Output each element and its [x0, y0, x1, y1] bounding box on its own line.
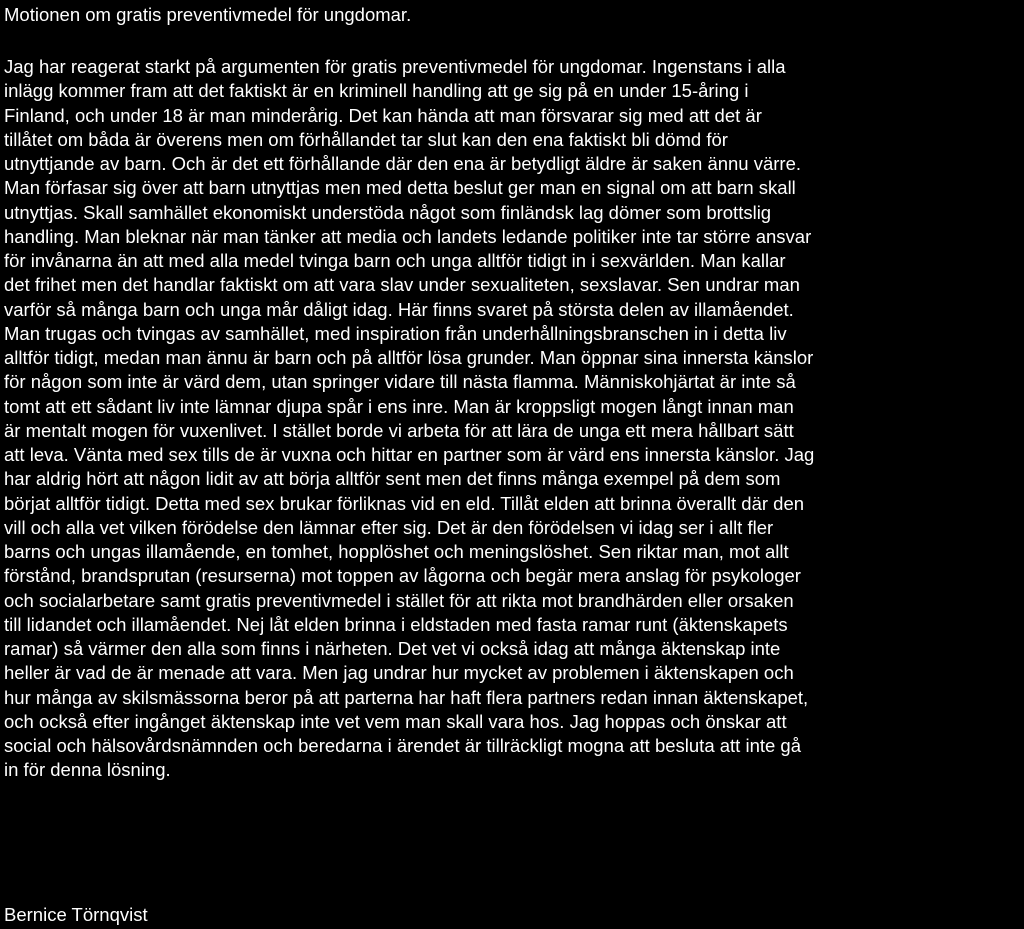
body-line: Man trugas och tvingas av samhället, med inspiration från underhållningsbranschen in i detta liv [4, 322, 787, 344]
document-body [4, 55, 1014, 783]
body-line: tomt att ett sådant liv inte lämnar djupa spår i ens inre. Man är kroppsligt mogen långt innan man [4, 395, 794, 417]
body-line: Man förfasar sig över att barn utnyttjas men med detta beslut ger man en signal om att barn skall [4, 177, 796, 199]
document-page [4, 3, 1014, 783]
body-line: vill och alla vet vilken förödelse den lämnar efter sig. Det är den förödelsen vi idag ser i allt fler [4, 516, 774, 538]
body-line: Finland, och under 18 är man minderårig. Det kan hända att man försvarar sig med att det är [4, 104, 762, 126]
body-line: är mentalt mogen för vuxenlivet. I stället borde vi arbeta för att lära de unga ett mera hållbart sätt [4, 419, 794, 441]
body-line: alltför tidigt, medan man ännu är barn och på alltför lösa grunder. Man öppnar sina innersta känslor [4, 347, 814, 368]
body-line: utnyttjande av barn. Och är det ett förhållande där den ena är betydligt äldre är saken ännu värre. [4, 153, 802, 174]
signature: Bernice Törnqvist [4, 904, 148, 925]
body-line: Jag har reagerat starkt på argumenten för gratis preventivmedel för ungdomar. Ingenstans i alla [4, 56, 786, 77]
body-line: och också efter ingånget äktenskap inte vet vem man skall vara hos. Jag hoppas och önskar att [4, 710, 787, 732]
body-line: det frihet men det handlar faktiskt om att vara slav under sexualiteten, sexslavar. Sen undrar man [4, 274, 800, 296]
body-line: för invånarna än att med alla medel tvinga barn och unga alltför tidigt in i sexvärlden. Man kallar [4, 250, 786, 271]
body-line: och socialarbetare samt gratis preventivmedel i stället för att rikta mot brandhärden eller orsaken [4, 589, 794, 611]
document-title: Motionen om gratis preventivmedel för ungdomar. [4, 4, 412, 25]
body-line: barns och ungas illamående, en tomhet, hopplöshet och meningslöshet. Sen riktar man, mot allt [4, 541, 789, 562]
body-line: utnyttjas. Skall samhället ekonomiskt understöda något som finländsk lag dömer som brottslig [4, 201, 772, 223]
body-line: inlägg kommer fram att det faktiskt är en kriminell handling att ge sig på en under 15-åring i [4, 80, 749, 102]
body-line: hur många av skilsmässorna beror på att parterna har haft flera partners redan innan äktenskapet, [4, 686, 809, 708]
body-line: förstånd, brandsprutan (resurserna) mot toppen av lågorna och begär mera anslag för psykologer [4, 565, 801, 587]
body-line: social och hälsovårdsnämnden och beredarna i ärendet är tillräckligt mogna att besluta att inte gå [4, 735, 801, 756]
body-line: varför så många barn och unga mår dåligt idag. Här finns svaret på största delen av illamåendet. [4, 298, 794, 320]
body-line: handling. Man bleknar när man tänker att media och landets ledande politiker inte tar större ansvar [4, 225, 812, 247]
body-line: heller är vad de är menade att vara. Men jag undrar hur mycket av problemen i äktenskapen och [4, 662, 794, 684]
body-line: till lidandet och illamåendet. Nej låt elden brinna i eldstaden med fasta ramar runt (äktenskapets [4, 613, 788, 635]
body-line: in för denna lösning. [4, 759, 171, 781]
body-line: att leva. Vänta med sex tills de är vuxna och hittar en partner som är värd ens innersta känslor. Jag [4, 444, 815, 465]
body-line: börjat alltför tidigt. Detta med sex brukar förliknas vid en eld. Tillåt elden att brinna överallt där den [4, 492, 805, 514]
body-line: tillåtet om båda är överens men om förhållandet tar slut kan den ena faktiskt bli dömd för [4, 128, 728, 150]
body-line: har aldrig hört att någon lidit av att börja alltför sent men det finns många exempel på dem som [4, 468, 781, 490]
body-line: för någon som inte är värd dem, utan springer vidare till nästa flamma. Människohjärtat är inte så [4, 371, 796, 393]
body-line: ramar) så värmer den alla som finns i närheten. Det vet vi också idag att många äktenskap inte [4, 638, 781, 659]
